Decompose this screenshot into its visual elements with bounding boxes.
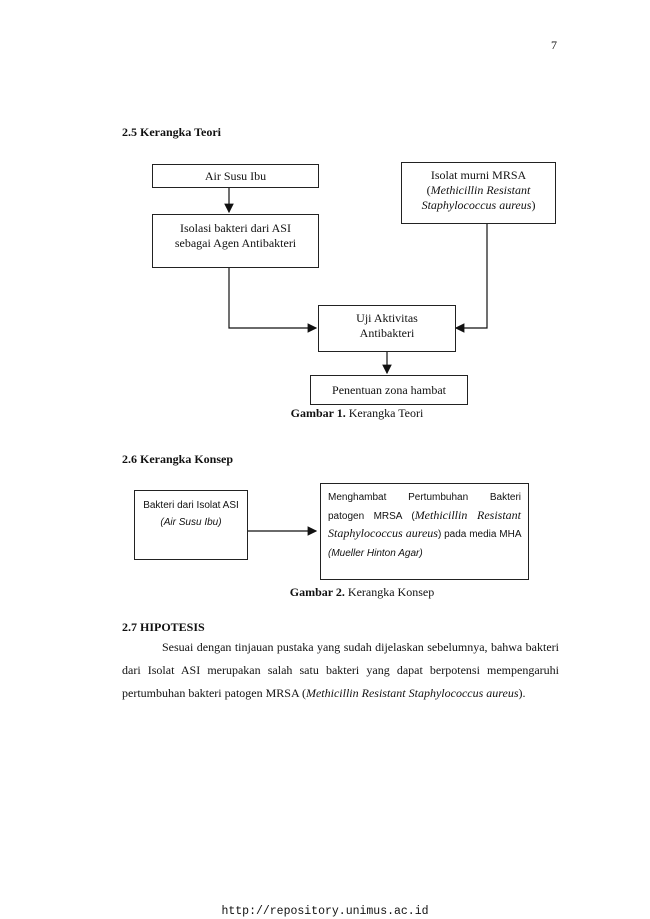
hipotesis-paragraph: Sesuai dengan tinjauan pustaka yang sudah dijelaskan sebelumnya, bahwa bakteri dari Isolat ASI merupakan salah satu bakteri yang dapat berpotensi mempengaruhi pertumbuhan bakteri patogen MRSA (Methicillin Resistant Staphylococcus aureus). [122, 640, 559, 700]
box-uji-aktivitas: Uji Aktivitas Antibakteri [318, 305, 456, 352]
heading-hipotesis: 2.7 HIPOTESIS [122, 620, 205, 634]
box-penentuan-zona: Penentuan zona hambat [310, 375, 468, 405]
mrsa-line2: (Methicillin Resistant Staphylococcus aureus) [421, 183, 536, 212]
box-air-susu-ibu: Air Susu Ibu [152, 164, 319, 188]
box-bakteri-isolat-asi: Bakteri dari Isolat ASI (Air Susu Ibu) [134, 490, 248, 560]
box-isolat-mrsa [401, 162, 556, 224]
caption-gambar-1: Gambar 1. Kerangka Teori [290, 406, 424, 420]
footer-url: http://repository.unimus.ac.id [221, 905, 429, 918]
arrow-mrsa-to-uji [456, 224, 487, 328]
heading-kerangka-konsep: 2.6 Kerangka Konsep [122, 452, 234, 466]
arrow-isolasi-to-uji [229, 268, 316, 328]
page-number: 7 [551, 38, 557, 52]
mrsa-line1: Isolat murni MRSA [430, 168, 527, 182]
box-menghambat-pertumbuhan: Menghambat Pertumbuhan Bakteri patogen MRSA (Methicillin Resistant Staphylococcus aureus) pada media MHA (Mueller Hinton Agar) [320, 483, 529, 580]
box-isolasi-bakteri: Isolasi bakteri dari ASI sebagai Agen Antibakteri [152, 214, 319, 268]
heading-kerangka-teori: 2.5 Kerangka Teori [122, 125, 222, 139]
caption-gambar-2: Gambar 2. Kerangka Konsep [289, 585, 435, 599]
